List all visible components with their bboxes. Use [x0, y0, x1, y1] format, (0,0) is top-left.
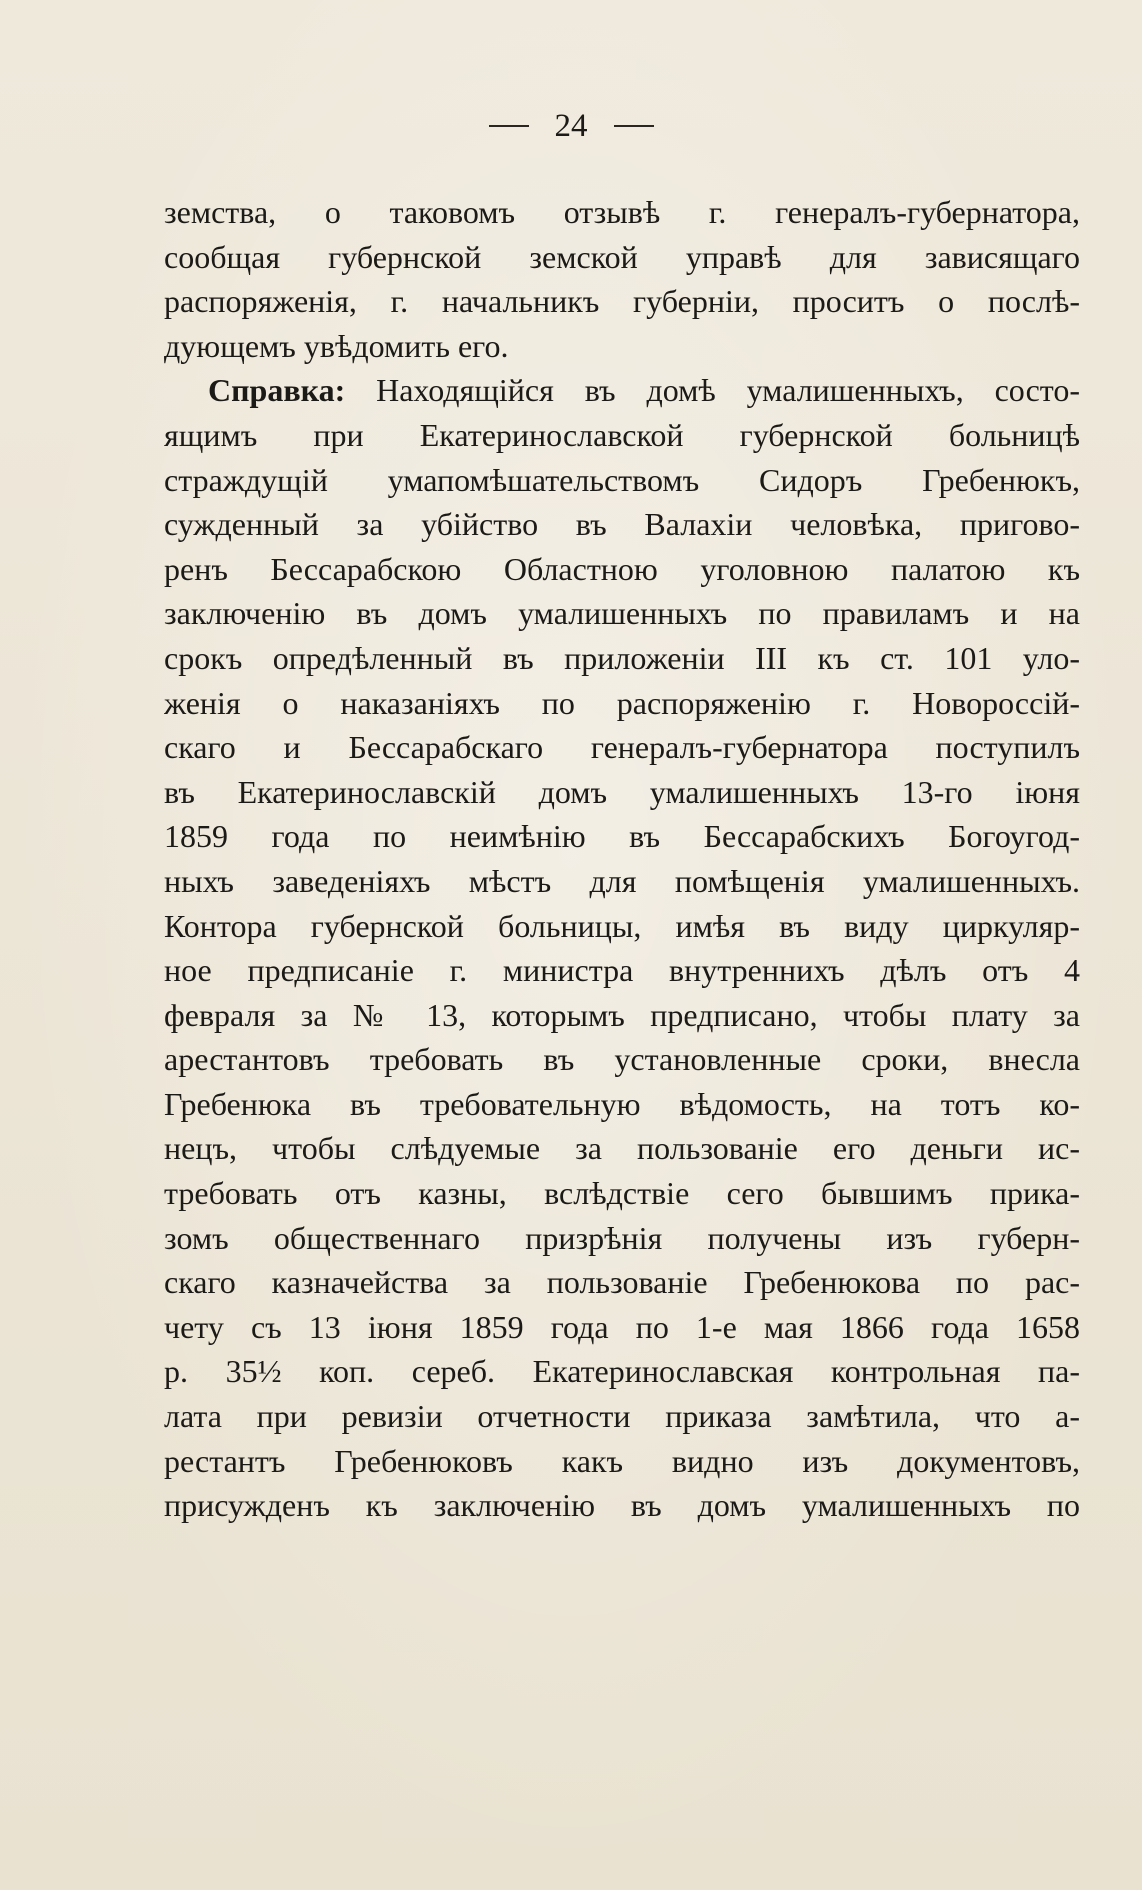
page-number: 24	[554, 108, 588, 144]
text-line: лата при ревизіи отчетности приказа замѣтила, что а-	[164, 1398, 1080, 1435]
text-line: зомъ общественнаго призрѣнія получены изъ губерн-	[164, 1219, 1080, 1256]
text-line: скаго казначейства за пользованіе Гребенюкова по рас-	[164, 1264, 1080, 1301]
left-dash	[489, 125, 529, 127]
page-header	[0, 104, 1142, 148]
text-line: земства, о таковомъ отзывѣ г. генералъ-губернатора,	[164, 194, 1080, 230]
paragraph-2	[164, 368, 1080, 1527]
text-line: страждущій умапомѣшательствомъ Сидоръ Гребенюкъ,	[164, 461, 1080, 498]
text-line: ное предписаніе г. министра внутреннихъ дѣлъ отъ 4	[164, 952, 1080, 989]
text-line: арестантовъ требовать въ установленные сроки, внесла	[164, 1041, 1080, 1078]
text-line: Гребенюка въ требовательную вѣдомость, на тотъ ко-	[164, 1085, 1080, 1122]
page-body	[164, 190, 1080, 1528]
text-line: ящимъ при Екатеринославской губернской больницѣ	[164, 416, 1080, 453]
text-line: сужденный за убійство въ Валахіи человѣка, пригово-	[164, 506, 1080, 543]
text-line: 1859 года по неимѣнію въ Бессарабскихъ Богоугод-	[164, 818, 1080, 855]
text-line: ныхъ заведеніяхъ мѣстъ для помѣщенія умалишенныхъ.	[164, 862, 1080, 899]
text-line: присужденъ къ заключенію въ домъ умалишенныхъ по	[164, 1487, 1080, 1524]
reference-label: Справка:	[208, 372, 346, 409]
text-line: заключенію въ домъ умалишенныхъ по правиламъ и на	[164, 595, 1080, 632]
first-line-rest: Находящiйся въ домѣ умалишенныхъ, состо-	[345, 372, 1080, 409]
text-line: въ Екатеринославскій домъ умалишенныхъ 13-го іюня	[164, 773, 1080, 810]
text-line: сообщая губернской земской управѣ для зависящаго	[164, 238, 1080, 275]
text-line: Контора губернской больницы, имѣя въ виду циркуляр-	[164, 907, 1080, 944]
text-line: женія о наказаніяхъ по распоряженію г. Новороссій-	[164, 684, 1080, 721]
text-line: срокъ опредѣленный въ приложеніи III къ ст. 101 уло-	[164, 639, 1080, 676]
text-line: чету съ 13 іюня 1859 года по 1-е мая 1866 года 1658	[164, 1308, 1080, 1345]
text-line: нецъ, чтобы слѣдуемые за пользованіе его деньги ис-	[164, 1130, 1080, 1167]
text-line: ренъ Бессарабскою Областною уголовною палатою къ	[164, 550, 1080, 587]
text-line: требовать отъ казны, вслѣдствіе сего бывшимъ прика-	[164, 1175, 1080, 1212]
text-line: рестантъ Гребенюковъ какъ видно изъ документовъ,	[164, 1442, 1080, 1479]
paragraph-1	[164, 190, 1080, 368]
text-line: февраля за № 13, которымъ предписано, чтобы плату за	[164, 996, 1080, 1033]
text-line: дующемъ увѣдомить его.	[164, 327, 509, 364]
text-line: распоряженія, г. начальникъ губерніи, проситъ о послѣ-	[164, 283, 1080, 320]
text-line: скаго и Бессарабскаго генералъ-губернатора поступилъ	[164, 729, 1080, 766]
right-dash	[614, 125, 654, 127]
text-line-first	[164, 368, 1080, 413]
text-line: р. 35½ коп. сереб. Екатеринославская контрольная па-	[164, 1353, 1080, 1390]
